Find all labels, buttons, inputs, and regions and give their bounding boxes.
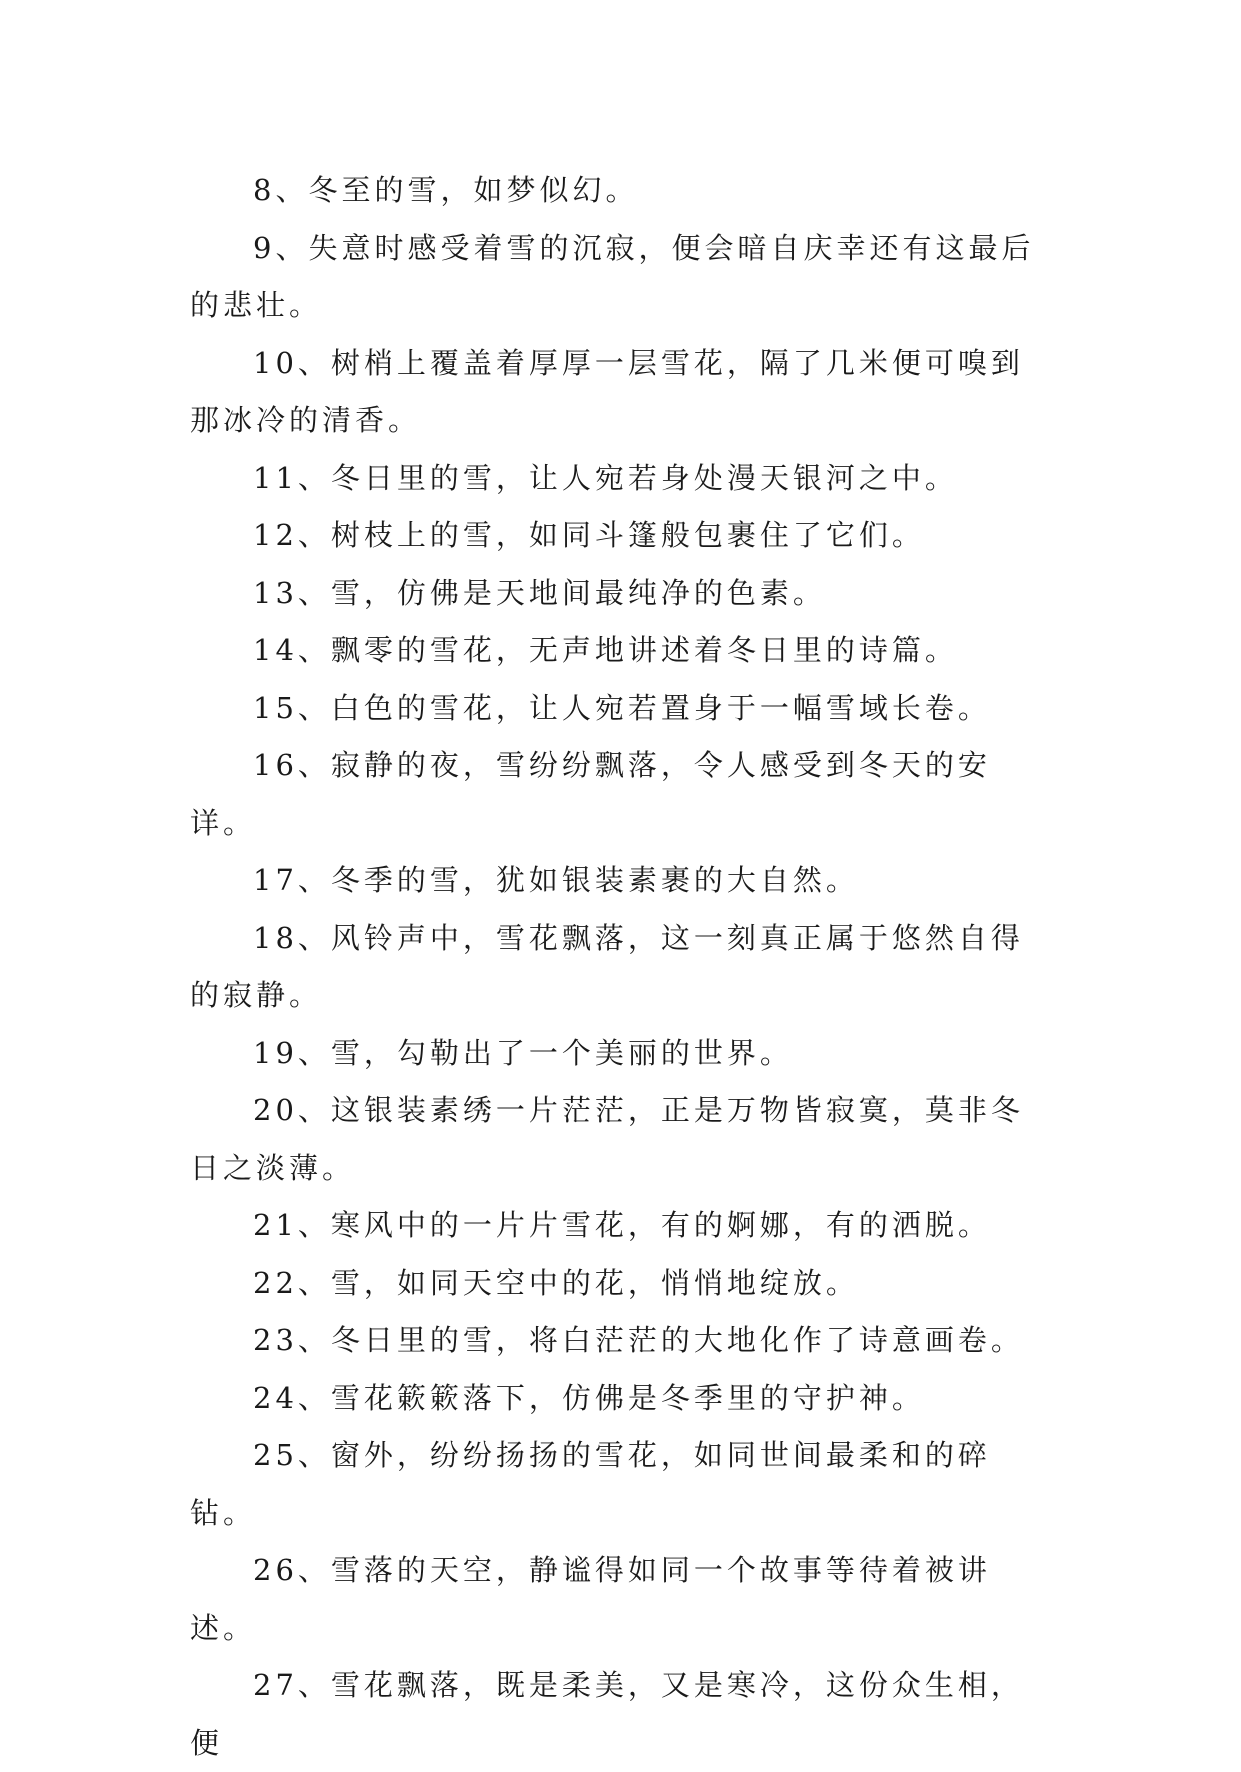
item-text: 树枝上的雪，如同斗篷般包裹住了它们。 [330, 518, 925, 552]
item-text: 雪花簌簌落下，仿佛是冬季里的守护神。 [330, 1380, 925, 1415]
item-number: 10 [253, 345, 298, 380]
document-body [190, 162, 1050, 1772]
item-number: 12 [253, 518, 298, 552]
list-item [190, 450, 1050, 508]
item-text: 失意时感受着雪的沉寂，便会暗自庆幸还有这最后的悲壮。 [190, 230, 1035, 322]
item-number: 11 [253, 460, 298, 495]
list-item [190, 1255, 1050, 1313]
item-separator: 、 [297, 748, 331, 782]
list-item [190, 622, 1050, 680]
item-number: 22 [253, 1265, 298, 1300]
item-separator: 、 [297, 633, 331, 667]
list-item [190, 680, 1050, 738]
item-text: 寒风中的一片片雪花，有的婀娜，有的洒脱。 [330, 1208, 991, 1242]
list-item [190, 1370, 1050, 1428]
item-number: 9 [253, 230, 276, 265]
item-text: 雪，如同天空中的花，悄悄地绽放。 [330, 1265, 859, 1300]
list-item [190, 852, 1050, 910]
item-separator: 、 [297, 575, 331, 610]
item-separator: 、 [297, 1265, 331, 1300]
item-separator: 、 [297, 1553, 331, 1587]
item-text: 雪花飘落，既是柔美，又是寒冷，这份众生相，便 [190, 1668, 1024, 1760]
list-item [190, 220, 1050, 335]
item-separator: 、 [297, 518, 331, 552]
item-number: 21 [253, 1208, 298, 1242]
item-number: 14 [253, 633, 298, 667]
item-number: 15 [253, 690, 298, 725]
item-number: 16 [253, 748, 298, 782]
item-separator: 、 [275, 173, 309, 207]
item-text: 风铃声中，雪花飘落，这一刻真正属于悠然自得的寂静。 [190, 920, 1024, 1012]
item-separator: 、 [297, 1438, 331, 1472]
item-text: 雪落的天空，静谧得如同一个故事等待着被讲述。 [190, 1553, 991, 1645]
item-separator: 、 [275, 230, 309, 265]
item-text: 冬季的雪，犹如银装素裹的大自然。 [330, 863, 859, 897]
item-separator: 、 [297, 1208, 331, 1242]
item-number: 23 [253, 1323, 298, 1357]
item-separator: 、 [297, 863, 331, 897]
item-separator: 、 [297, 345, 331, 380]
list-item [190, 335, 1050, 450]
list-item [190, 1025, 1050, 1083]
item-number: 17 [253, 863, 298, 897]
item-text: 雪，仿佛是天地间最纯净的色素。 [330, 575, 826, 610]
item-number: 27 [253, 1668, 298, 1702]
item-number: 26 [253, 1553, 298, 1587]
item-separator: 、 [297, 920, 331, 955]
list-item [190, 1657, 1050, 1772]
item-text: 雪，勾勒出了一个美丽的世界。 [330, 1035, 793, 1070]
item-text: 飘零的雪花，无声地讲述着冬日里的诗篇。 [330, 633, 958, 667]
item-text: 冬日里的雪，让人宛若身处漫天银河之中。 [330, 460, 958, 495]
item-text: 窗外，纷纷扬扬的雪花，如同世间最柔和的碎钻。 [190, 1438, 991, 1530]
item-number: 24 [253, 1380, 298, 1415]
item-separator: 、 [297, 460, 331, 495]
item-text: 冬至的雪，如梦似幻。 [308, 173, 639, 207]
list-item [190, 737, 1050, 852]
item-number: 19 [253, 1035, 298, 1070]
item-text: 树梢上覆盖着厚厚一层雪花，隔了几米便可嗅到那冰冷的清香。 [190, 345, 1024, 437]
list-item [190, 1542, 1050, 1657]
item-separator: 、 [297, 1323, 331, 1357]
item-text: 寂静的夜，雪纷纷飘落，令人感受到冬天的安详。 [190, 748, 991, 840]
list-item [190, 1082, 1050, 1197]
list-item [190, 1312, 1050, 1370]
item-separator: 、 [297, 1035, 331, 1070]
item-text: 这银装素绣一片茫茫，正是万物皆寂寞，莫非冬日之淡薄。 [190, 1093, 1024, 1185]
item-number: 13 [253, 575, 298, 610]
item-text: 白色的雪花，让人宛若置身于一幅雪域长卷。 [330, 690, 991, 725]
list-item [190, 507, 1050, 565]
item-number: 25 [253, 1438, 298, 1472]
list-item [190, 162, 1050, 220]
item-number: 18 [253, 920, 298, 955]
list-item [190, 1197, 1050, 1255]
item-separator: 、 [297, 690, 331, 725]
item-text: 冬日里的雪，将白茫茫的大地化作了诗意画卷。 [330, 1323, 1024, 1357]
item-separator: 、 [297, 1380, 331, 1415]
item-separator: 、 [297, 1668, 331, 1702]
list-item [190, 565, 1050, 623]
item-number: 8 [253, 173, 276, 207]
list-item [190, 1427, 1050, 1542]
list-item [190, 910, 1050, 1025]
item-number: 20 [253, 1093, 298, 1127]
item-separator: 、 [297, 1093, 331, 1127]
